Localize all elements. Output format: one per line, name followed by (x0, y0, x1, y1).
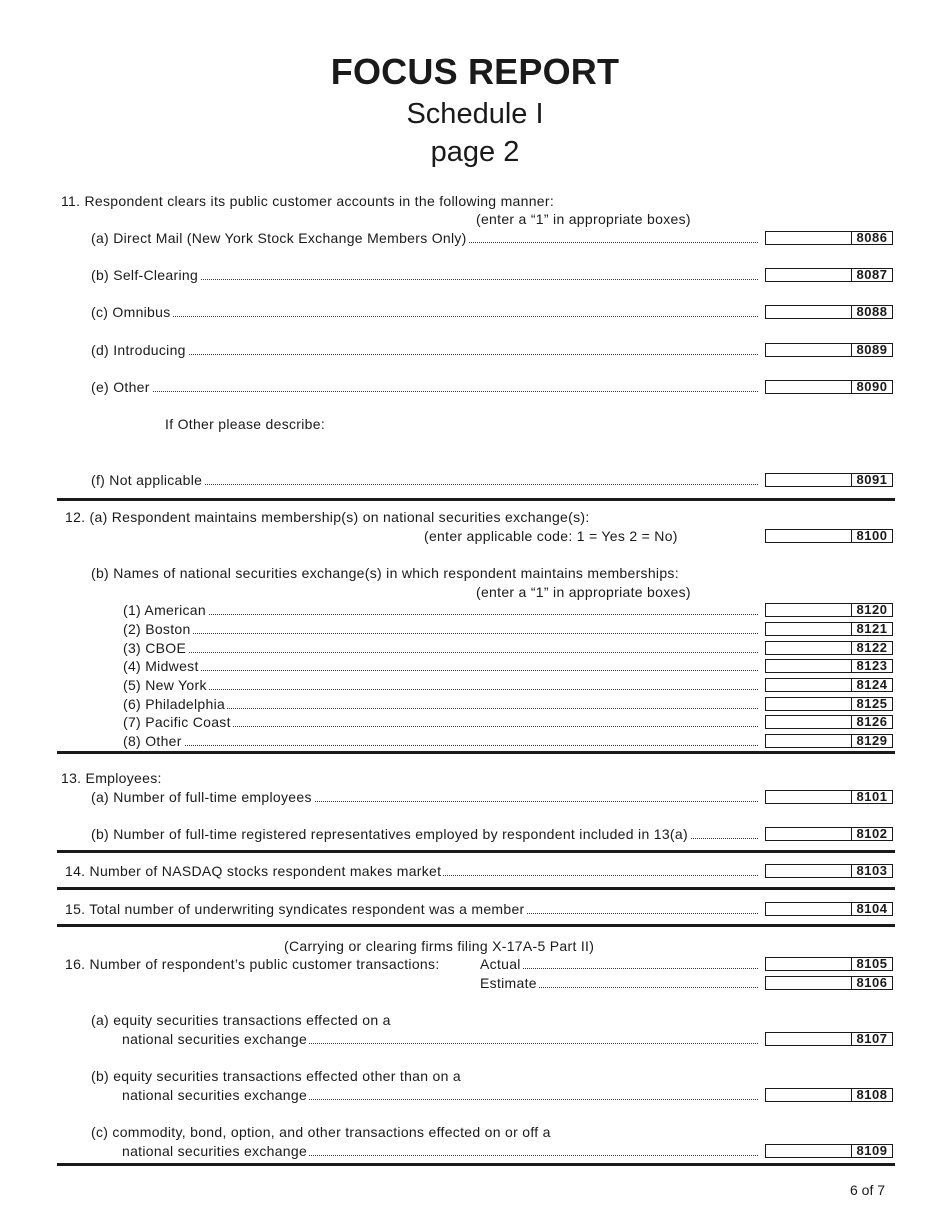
field-code: 8104 (851, 902, 892, 916)
exchange-american (123, 601, 758, 619)
section-divider (57, 751, 895, 754)
field-code: 8100 (851, 529, 892, 543)
s16-item-a-label: national securities exchange (122, 1031, 308, 1047)
field-code: 8088 (851, 305, 892, 319)
leader-dots (91, 391, 758, 392)
s16-item-a-line2 (122, 1030, 758, 1048)
exchange-boston (123, 620, 758, 638)
s15-box-8104[interactable] (765, 902, 893, 916)
s16-box-8106[interactable] (765, 976, 893, 990)
s11-box-8090[interactable] (765, 380, 893, 394)
exchange-label: (2) Boston (123, 621, 191, 637)
field-code: 8087 (851, 268, 892, 282)
s13-item-b (91, 825, 758, 843)
section-14-label: 14. Number of NASDAQ stocks respondent makes market (65, 863, 442, 879)
leader-dots (123, 633, 758, 634)
exchange-pacific-coast (123, 713, 758, 731)
s11-item-b-label: (b) Self-Clearing (91, 267, 199, 283)
exchange-cboe (123, 639, 758, 657)
field-code: 8103 (851, 864, 892, 878)
s12a-box-8100[interactable] (765, 529, 893, 543)
s11-item-e (91, 378, 758, 396)
s16-box-8107[interactable] (765, 1032, 893, 1046)
leader-dots (91, 316, 758, 317)
s11-item-d-label: (d) Introducing (91, 342, 186, 358)
exchange-label: (8) Other (123, 733, 182, 749)
other-describe-label: If Other please describe: (165, 416, 326, 432)
s11-item-a (91, 229, 758, 247)
exchange-box-8124[interactable] (765, 678, 893, 692)
leader-dots (123, 670, 758, 671)
report-title: FOCUS REPORT (330, 51, 620, 92)
s16-item-c-line2 (122, 1142, 758, 1160)
s16-estimate-label: Estimate (480, 975, 537, 991)
section-divider (57, 498, 895, 501)
s16-actual-label: Actual (480, 956, 521, 972)
s11-item-b (91, 266, 758, 284)
field-code: 8125 (851, 697, 892, 711)
field-code: 8107 (851, 1032, 892, 1046)
s11-item-c (91, 303, 758, 321)
s16-item-c-line1: (c) commodity, bond, option, and other transactions effected on or off a (91, 1124, 551, 1140)
exchange-midwest (123, 657, 758, 675)
s14-box-8103[interactable] (765, 864, 893, 878)
leader-dots (91, 354, 758, 355)
field-code: 8086 (851, 231, 892, 245)
section-15-label: 15. Total number of underwriting syndicates respondent was a member (65, 901, 525, 917)
s13-box-8102[interactable] (765, 827, 893, 841)
s11-item-d (91, 341, 758, 359)
field-code: 8120 (851, 603, 892, 617)
s11-item-e-label: (e) Other (91, 379, 150, 395)
leader-dots (123, 652, 758, 653)
section-16-note: (Carrying or clearing firms filing X-17A-5 Part II) (284, 938, 595, 954)
field-code: 8129 (851, 734, 892, 748)
exchange-label: (3) CBOE (123, 640, 187, 656)
exchange-box-8126[interactable] (765, 715, 893, 729)
exchange-box-8123[interactable] (765, 659, 893, 673)
leader-dots (123, 745, 758, 746)
schedule-label: Schedule I (406, 98, 544, 130)
s11-box-8087[interactable] (765, 268, 893, 282)
s11-box-8091[interactable] (765, 473, 893, 487)
exchange-label: (7) Pacific Coast (123, 714, 231, 730)
exchange-label: (4) Midwest (123, 658, 199, 674)
s11-item-f-label: (f) Not applicable (91, 472, 203, 488)
field-code: 8124 (851, 678, 892, 692)
field-code: 8122 (851, 641, 892, 655)
s11-item-a-label: (a) Direct Mail (New York Stock Exchange Members Only) (91, 230, 467, 246)
exchange-box-8125[interactable] (765, 697, 893, 711)
s11-box-8088[interactable] (765, 305, 893, 319)
section-12b-instruction: (enter a “1” in appropriate boxes) (476, 584, 691, 600)
section-divider (57, 924, 895, 927)
s11-box-8089[interactable] (765, 343, 893, 357)
s16-estimate (480, 974, 758, 992)
field-code: 8090 (851, 380, 892, 394)
exchange-new-york (123, 676, 758, 694)
leader-dots (123, 614, 758, 615)
exchange-box-8122[interactable] (765, 641, 893, 655)
s16-item-b-line2 (122, 1086, 758, 1104)
exchange-label: (6) Philadelphia (123, 696, 226, 712)
field-code: 8121 (851, 622, 892, 636)
field-code: 8123 (851, 659, 892, 673)
exchange-other (123, 732, 758, 750)
s16-item-c-label: national securities exchange (122, 1143, 308, 1159)
s16-item-b-label: national securities exchange (122, 1087, 308, 1103)
field-code: 8106 (851, 976, 892, 990)
section-14 (65, 862, 758, 880)
s13-item-b-label: (b) Number of full-time registered representatives employed by respondent included in 13(a) (91, 826, 688, 842)
field-code: 8102 (851, 827, 892, 841)
s11-box-8086[interactable] (765, 231, 893, 245)
section-16-heading: 16. Number of respondent’s public customer transactions: (65, 956, 440, 972)
section-11-heading: 11. Respondent clears its public customer accounts in the following manner: (61, 193, 555, 209)
s16-box-8109[interactable] (765, 1144, 893, 1158)
exchange-label: (5) New York (123, 677, 207, 693)
s16-actual (480, 955, 758, 973)
field-code: 8108 (851, 1088, 892, 1102)
section-12b-heading: (b) Names of national securities exchange(s) in which respondent maintains memberships: (91, 565, 679, 581)
section-divider (57, 850, 895, 853)
exchange-box-8129[interactable] (765, 734, 893, 748)
section-15 (65, 900, 758, 918)
field-code: 8105 (851, 957, 892, 971)
page-number: 6 of 7 (850, 1182, 886, 1198)
s13-item-a-label: (a) Number of full-time employees (91, 789, 312, 805)
field-code: 8109 (851, 1144, 892, 1158)
s16-item-a-line1: (a) equity securities transactions effected on a (91, 1012, 391, 1028)
exchange-label: (1) American (123, 602, 206, 618)
section-divider (57, 887, 895, 890)
section-11-instruction: (enter a “1” in appropriate boxes) (476, 211, 691, 227)
section-divider (57, 1163, 895, 1166)
section-12a-heading: 12. (a) Respondent maintains membership(s) on national securities exchange(s): (65, 509, 590, 525)
s16-box-8108[interactable] (765, 1088, 893, 1102)
exchange-philadelphia (123, 695, 758, 713)
s11-item-f (91, 471, 758, 489)
field-code: 8089 (851, 343, 892, 357)
s13-item-a (91, 788, 758, 806)
section-12a-instruction: (enter applicable code: 1 = Yes 2 = No) (424, 528, 678, 544)
s16-box-8105[interactable] (765, 957, 893, 971)
s11-item-c-label: (c) Omnibus (91, 304, 171, 320)
s13-box-8101[interactable] (765, 790, 893, 804)
page-label: page 2 (430, 136, 520, 168)
field-code: 8126 (851, 715, 892, 729)
field-code: 8091 (851, 473, 892, 487)
leader-dots (123, 689, 758, 690)
s16-item-b-line1: (b) equity securities transactions effected other than on a (91, 1068, 461, 1084)
section-13-heading: 13. Employees: (61, 770, 162, 786)
exchange-box-8121[interactable] (765, 622, 893, 636)
exchange-box-8120[interactable] (765, 603, 893, 617)
field-code: 8101 (851, 790, 892, 804)
